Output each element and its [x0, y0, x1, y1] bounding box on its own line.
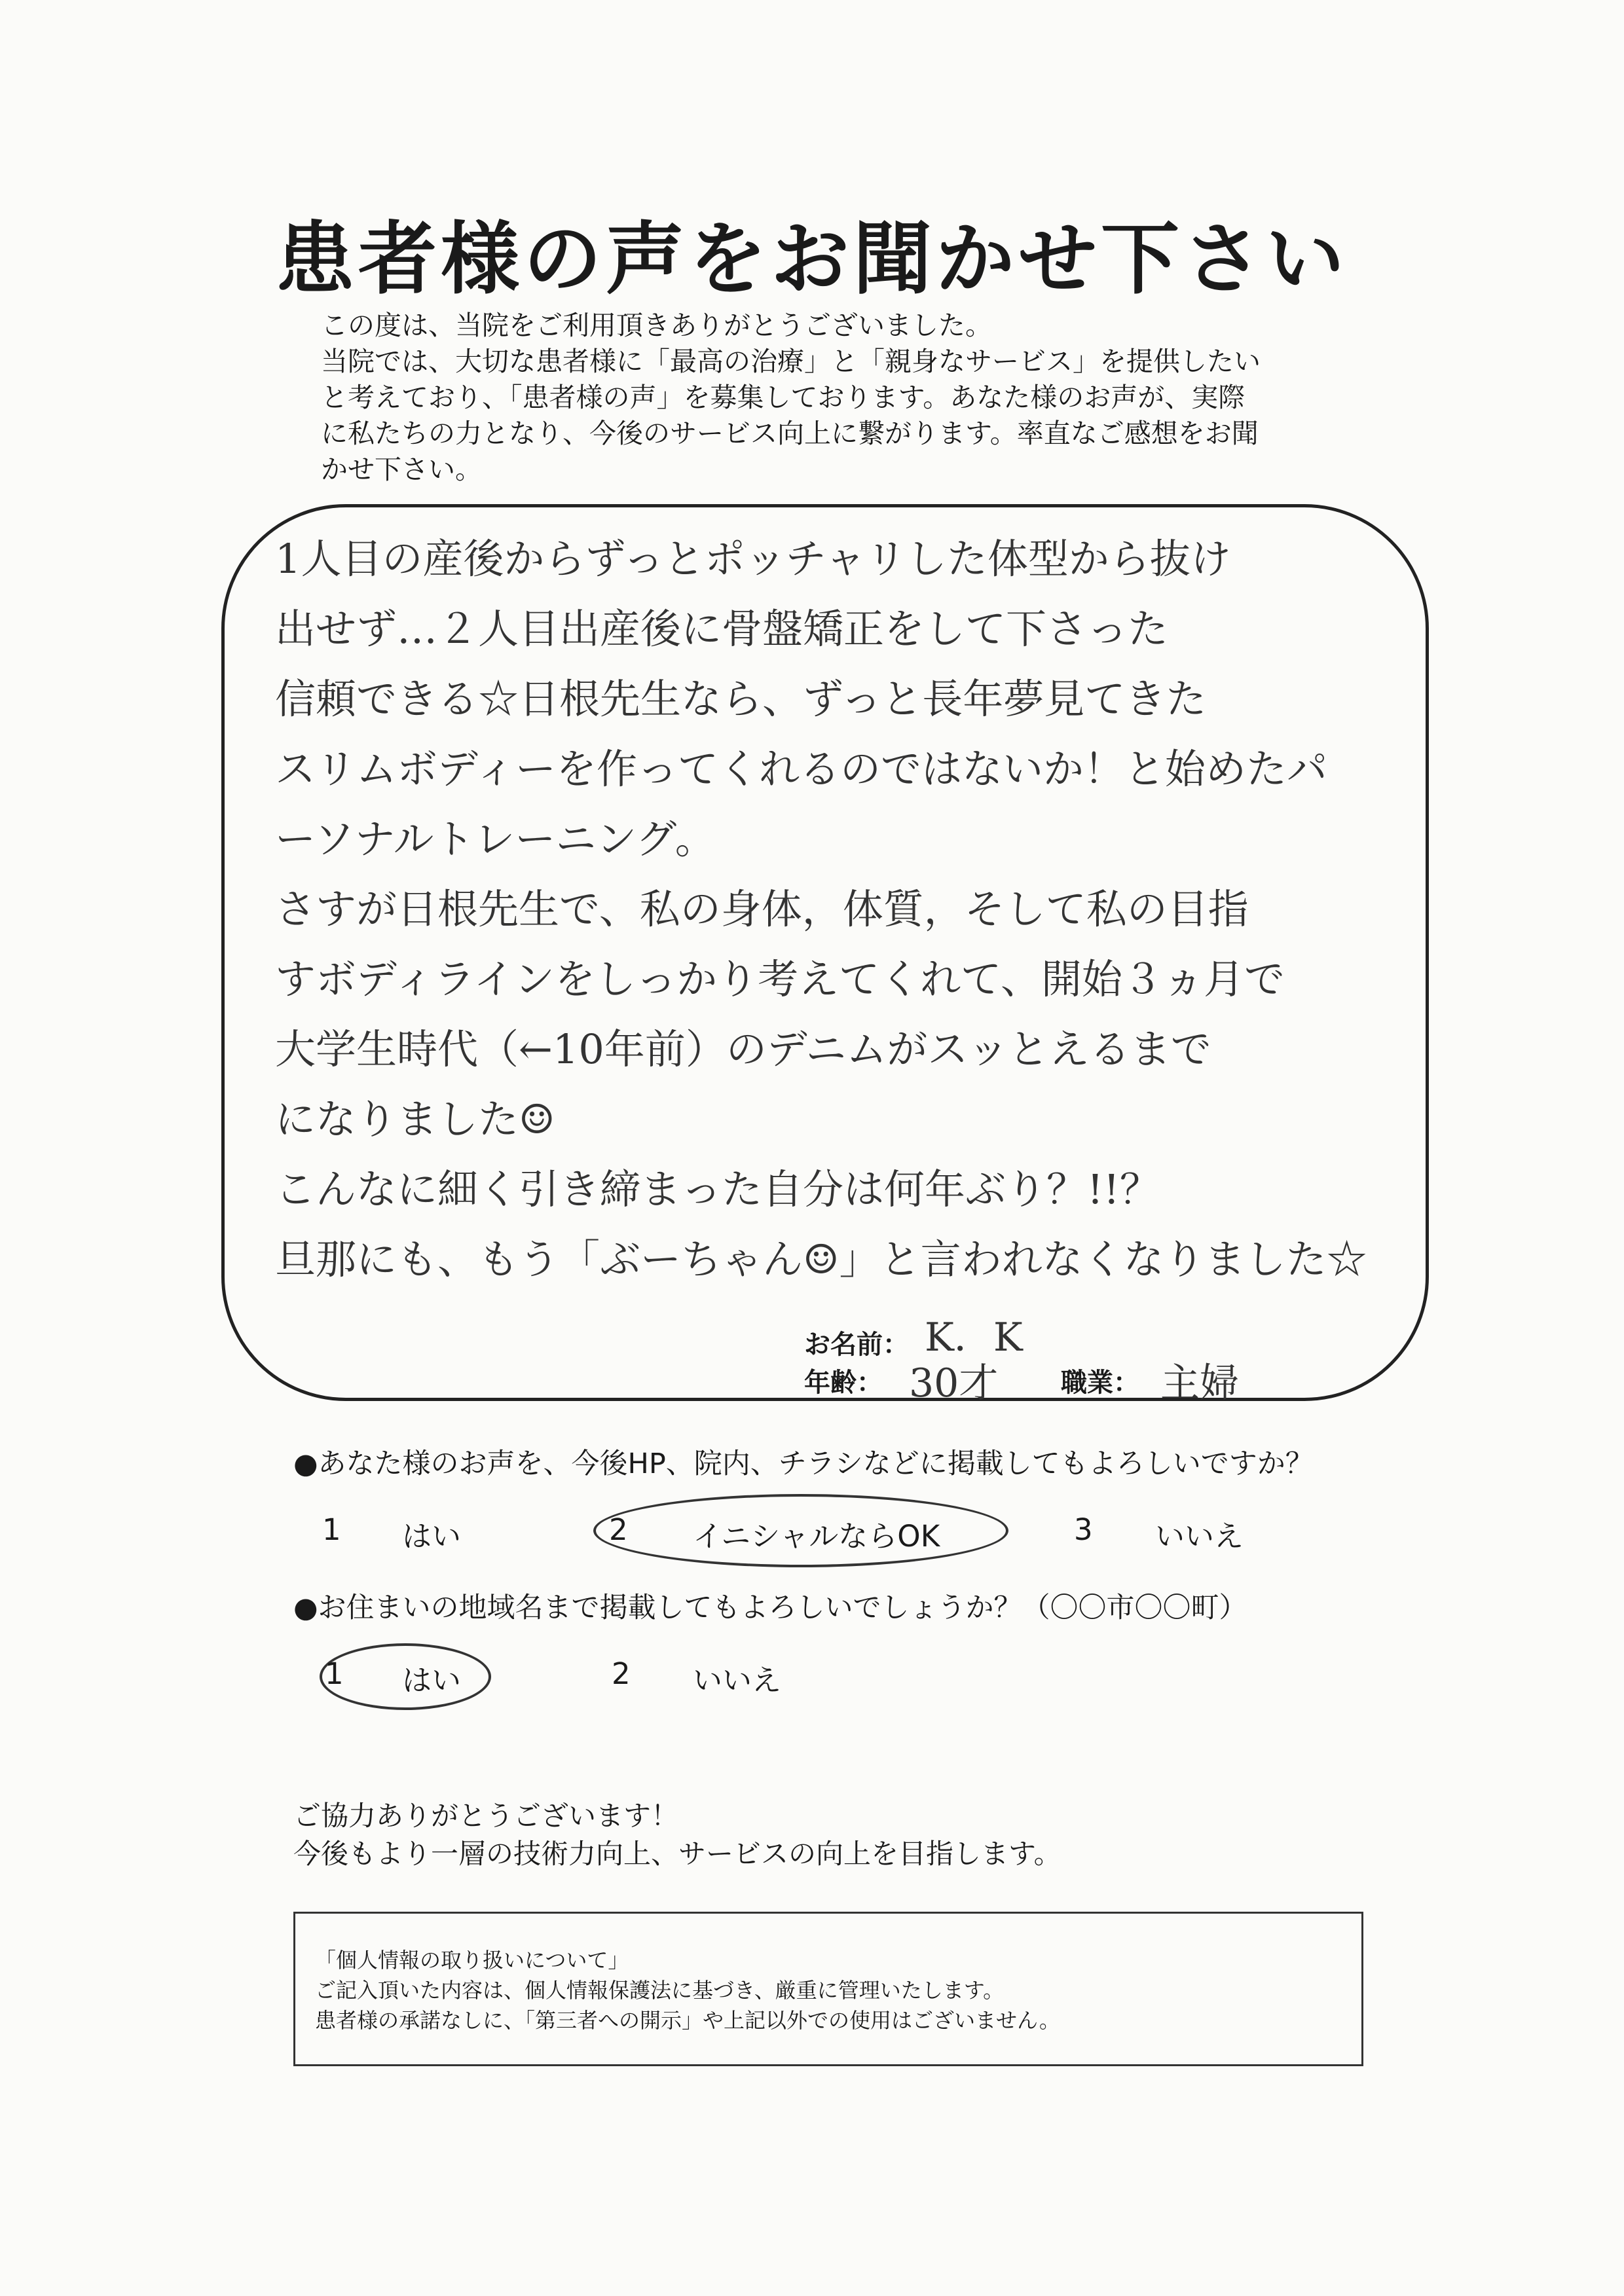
privacy-line-2: 患者様の承諾なしに、「第三者への開示」や上記以外での使用はございません。 — [315, 2008, 1060, 2033]
intro-line: 当院では、大切な患者様に「最高の治療」と「親身なサービス」を提供したい — [321, 346, 1261, 377]
q1-option-2-number: 2 — [609, 1512, 628, 1547]
q2-option-1-number: 1 — [325, 1656, 344, 1691]
handwritten-comment — [275, 524, 1414, 1294]
q1-text: ●あなた様のお声を、今後HP、院内、チラシなどに掲載してもよろしいですか？ — [293, 1448, 1314, 1480]
name-label: お名前： — [804, 1330, 909, 1360]
comment-line: 出せず…２人目出産後に骨盤矯正をして下さった — [275, 605, 1169, 653]
q2-option-2-number: 2 — [612, 1656, 631, 1691]
comment-line: 信頼できる☆日根先生なら、ずっと長年夢見てきた — [275, 675, 1207, 723]
job-value[interactable]: 主婦 — [1160, 1360, 1239, 1406]
comment-line: すボディラインをしっかり考えてくれて、開始３ヵ月で — [275, 955, 1285, 1003]
comment-line: になりました☺ — [275, 1095, 555, 1143]
thanks-line-1: ご協力ありがとうございます！ — [293, 1800, 679, 1832]
intro-text — [321, 308, 1382, 488]
privacy-notice — [293, 1912, 1363, 2066]
q1-option-1-label[interactable]: はい — [402, 1519, 462, 1554]
comment-line: 1人目の産後からずっとポッチャリした体型から抜け — [275, 535, 1231, 583]
intro-line: かせ下さい。 — [321, 454, 482, 485]
q2-option-1-label[interactable]: はい — [402, 1663, 462, 1698]
age-value[interactable]: 30才 — [909, 1360, 999, 1406]
privacy-heading: 「個人情報の取り扱いについて」 — [315, 1948, 629, 1973]
thanks-message — [293, 1797, 1061, 1873]
comment-line: こんなに細く引き締まった自分は何年ぶり？!!？ — [275, 1165, 1160, 1213]
comment-line: ーソナルトレーニング。 — [275, 815, 716, 863]
q1-option-1-number: 1 — [322, 1512, 341, 1547]
thanks-line-2: 今後もより一層の技術力向上、サービスの向上を目指します。 — [293, 1838, 1061, 1870]
comment-line: 旦那にも、もう「ぶーちゃん☺」と言われなくなりました☆ — [275, 1235, 1367, 1283]
q2-option-2-label[interactable]: いいえ — [693, 1663, 782, 1698]
job-label: 職業： — [1061, 1368, 1139, 1398]
name-value[interactable]: K．K — [925, 1315, 1023, 1360]
comment-line: スリムボディーを作ってくれるのではないか！と始めたパ — [275, 745, 1328, 793]
intro-line: この度は、当院をご利用頂きありがとうございました。 — [321, 310, 992, 341]
intro-line: と考えており、「患者様の声」を募集しております。あなた様のお声が、実際 — [321, 382, 1246, 413]
privacy-line-1: ご記入頂いた内容は、個人情報保護法に基づき、厳重に管理いたします。 — [315, 1978, 1005, 2003]
page-title: 患者様の声をお聞かせ下さい — [276, 214, 1348, 305]
age-label: 年齢： — [804, 1368, 883, 1398]
comment-line: さすが日根先生で、私の身体，体質，そして私の目指 — [275, 885, 1249, 933]
intro-line: に私たちの力となり、今後のサービス向上に繋がります。率直なご感想をお聞 — [321, 418, 1259, 449]
q1-option-3-number: 3 — [1074, 1512, 1093, 1547]
q2-text: ●お住まいの地域名まで掲載してもよろしいでしょうか？（〇〇市〇〇町） — [293, 1592, 1247, 1624]
q1-option-3-label[interactable]: いいえ — [1155, 1519, 1244, 1554]
q1-option-2-label[interactable]: イニシャルならOK — [693, 1519, 940, 1554]
comment-line: 大学生時代（←10年前）のデニムがスッとえるまで — [275, 1025, 1211, 1073]
